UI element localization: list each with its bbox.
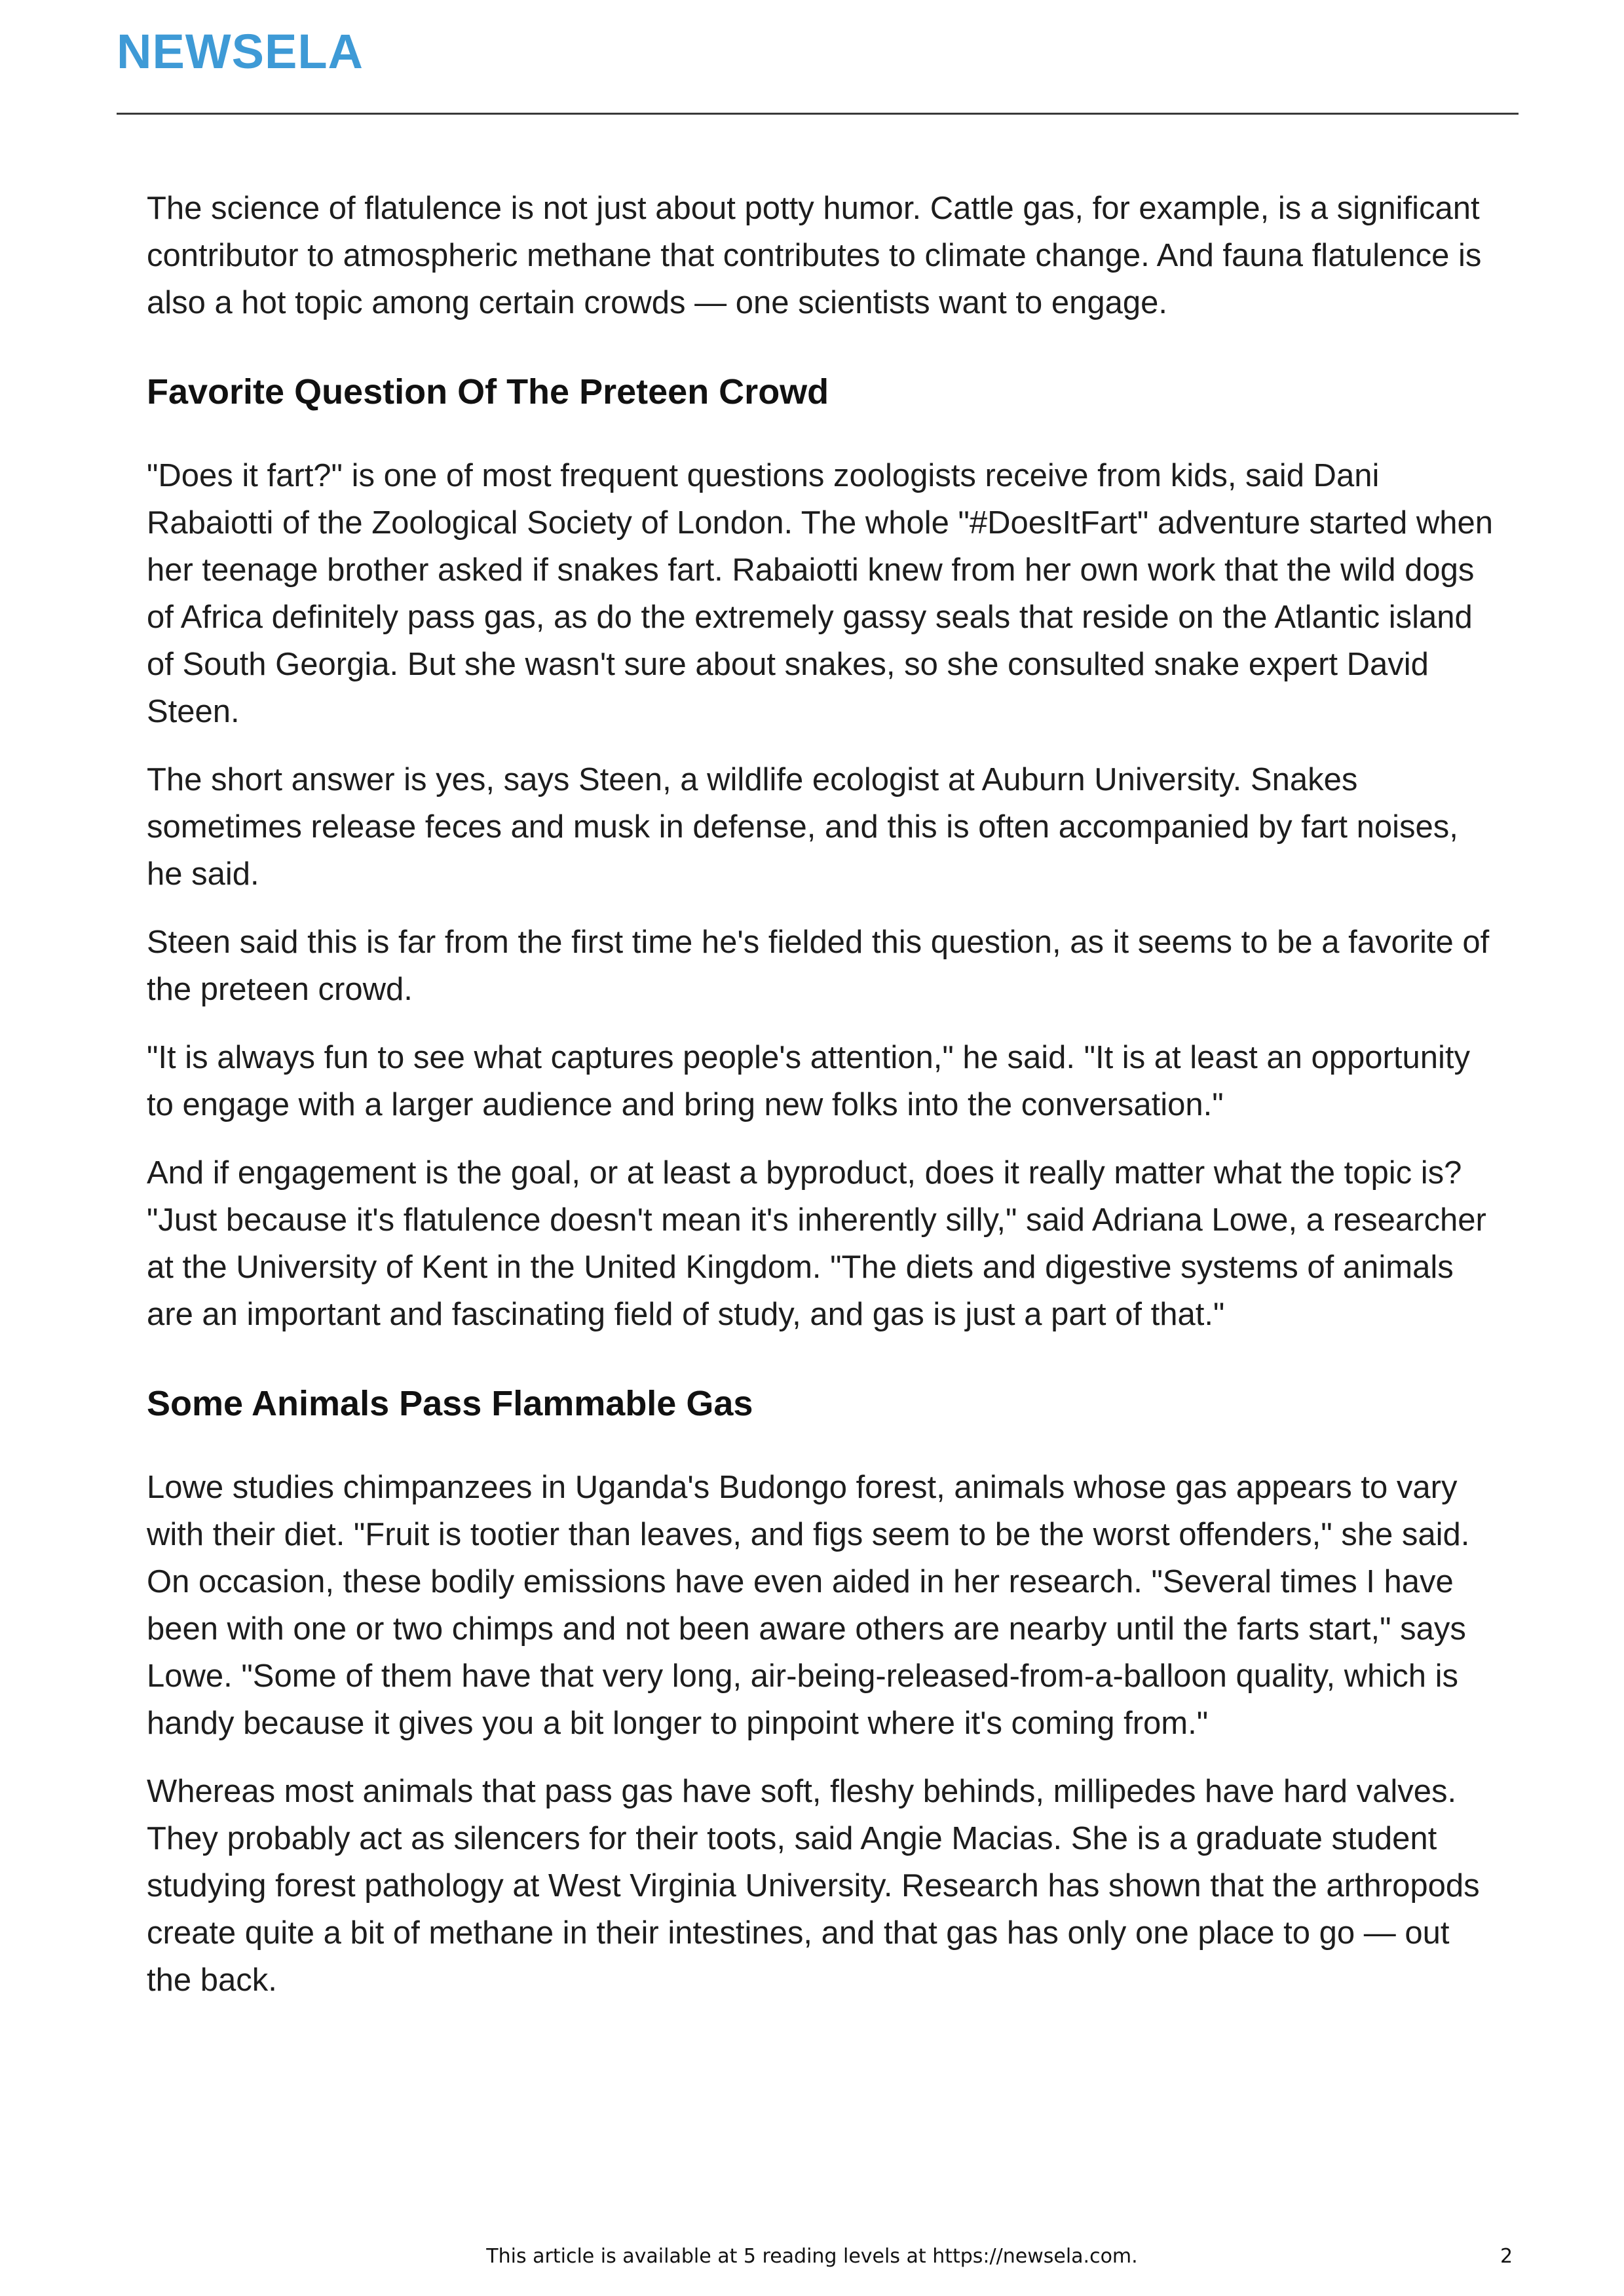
article-body <box>147 185 1496 2025</box>
article-paragraph-4: Steen said this is far from the first time he's fielded this question, as it seems to be a favorite of the preteen crowd. <box>147 925 1490 1007</box>
article-paragraph-3: The short answer is yes, says Steen, a wildlife ecologist at Auburn University. Snakes sometimes release feces and musk in defense, and this is often accompanied by fart noises, he said. <box>147 762 1458 892</box>
article-paragraph-1: The science of flatulence is not just about potty humor. Cattle gas, for example, is a significant contributor to atmospheric methane that contributes to climate change. And fauna flatulence is also a hot topic among certain crowds — one scientists want to engage. <box>147 191 1482 320</box>
article-paragraph-8: Whereas most animals that pass gas have soft, fleshy behinds, millipedes have hard valves. They probably act as silencers for their toots, said Angie Macias. She is a graduate student studying forest pathology at West Virginia University. Research has shown that the arthropods create quite a bit of methane in their intestines, and that gas has only one place to go — out the back. <box>147 1774 1480 1998</box>
article-paragraph-7: Lowe studies chimpanzees in Uganda's Budongo forest, animals whose gas appears to vary with their diet. "Fruit is tootier than leaves, and figs seem to be the worst offenders," she said. On occasion, these bodily emissions have even aided in her research. "Several times I have been with one or two chimps and not been aware others are nearby until the farts start," says Lowe. "Some of them have that very long, air-being-released-from-a-balloon quality, which is handy because it gives you a bit longer to pinpoint where it's coming from." <box>147 1470 1470 1741</box>
footer-availability-note: This article is available at 5 reading levels at https://newsela.com. <box>486 2245 1138 2268</box>
article-paragraph-2: "Does it fart?" is one of most frequent questions zoologists receive from kids, said Dani Rabaiotti of the Zoological Society of London. The whole "#DoesItFart" adventure started when her teenage brother asked if snakes fart. Rabaiotti knew from her own work that the wild dogs of Africa definitely pass gas, as do the extremely gassy seals that reside on the Atlantic island of South Georgia. But she wasn't sure about snakes, so she consulted snake expert David Steen. <box>147 458 1493 729</box>
newsela-logo: NEWSELA <box>117 24 364 79</box>
article-paragraph-6: And if engagement is the goal, or at least a byproduct, does it really matter what the topic is? "Just because it's flatulence doesn't mean it's inherently silly," said Adriana Lowe, a researcher at the University of Kent in the United Kingdom. "The diets and digestive systems of animals are an important and fascinating field of study, and gas is just a part of that." <box>147 1155 1486 1332</box>
section-heading-2: Some Animals Pass Flammable Gas <box>147 1384 753 1423</box>
page-number: 2 <box>1500 2245 1513 2268</box>
article-paragraph-5: "It is always fun to see what captures people's attention," he said. "It is at least an opportunity to engage with a larger audience and bring new folks into the conversation." <box>147 1040 1470 1122</box>
section-heading-1: Favorite Question Of The Preteen Crowd <box>147 372 829 411</box>
header-divider <box>117 113 1519 115</box>
